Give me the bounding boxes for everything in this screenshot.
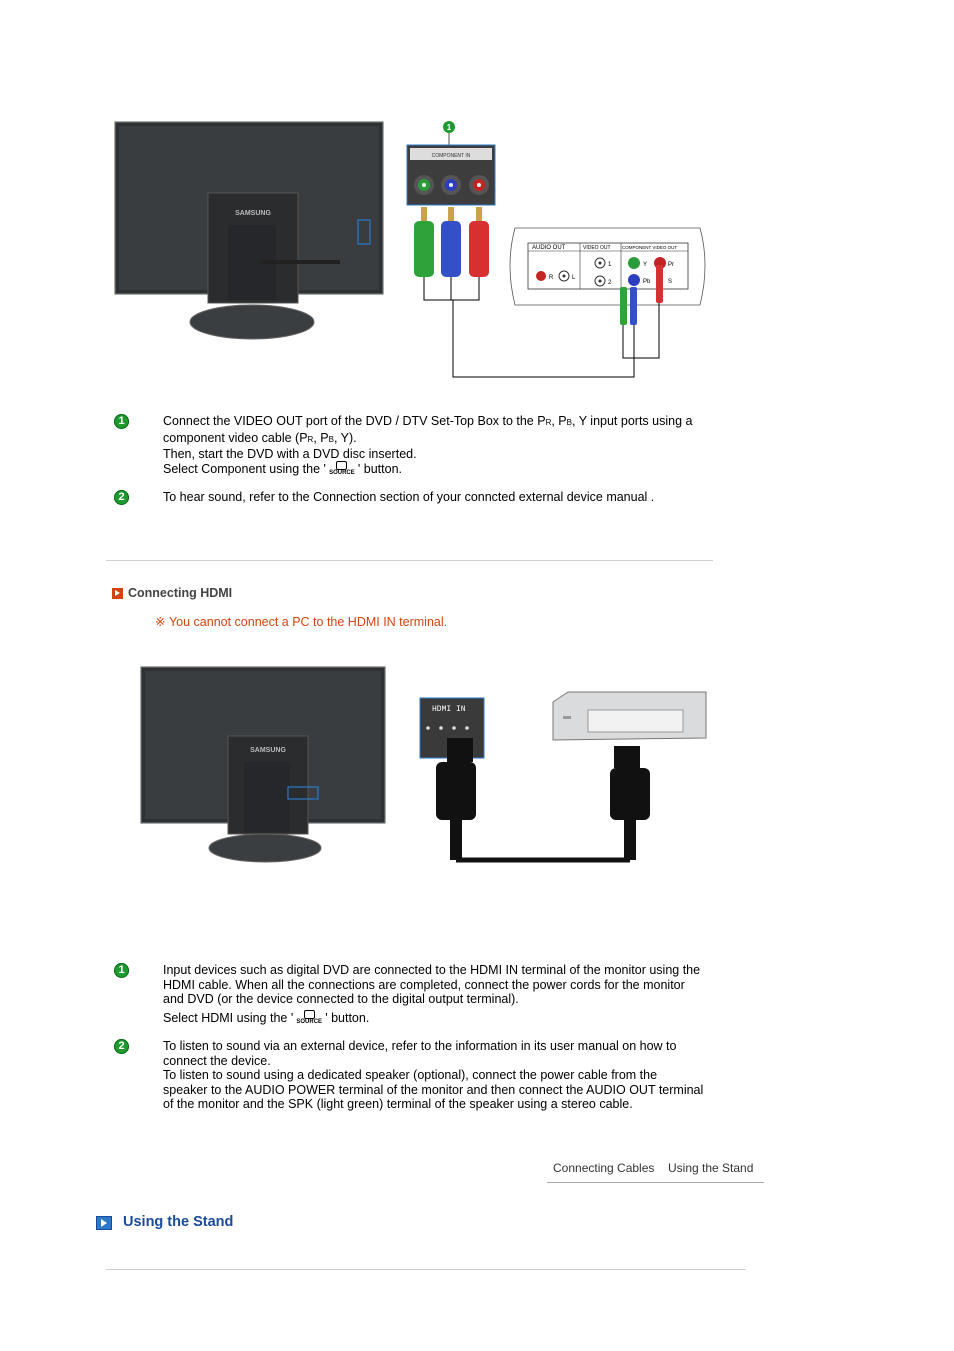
dvd-back-panel — [510, 228, 705, 358]
divider — [106, 560, 713, 561]
step-1-badge: 1 — [114, 414, 129, 429]
monitor-back-image — [141, 667, 385, 862]
hdmi-note: ※ You cannot connect a PC to the HDMI IN terminal. — [155, 615, 448, 629]
component-select-source-text: Select Component using the ' SOURCE ' button. — [163, 462, 402, 476]
dvd-player-image — [553, 692, 706, 740]
svg-text:S: S — [668, 279, 673, 285]
tab-using-the-stand[interactable]: Using the Stand — [668, 1161, 754, 1175]
tab-connecting-cables[interactable]: Connecting Cables — [553, 1161, 655, 1175]
svg-text:1: 1 — [446, 123, 452, 132]
svg-text:SAMSUNG: SAMSUNG — [250, 747, 286, 754]
svg-text:1: 1 — [608, 262, 612, 268]
hdmi-select-source-text: Select HDMI using the ' SOURCE ' button. — [163, 1011, 370, 1025]
hdmi-step-1-text: Input devices such as digital DVD are connected to the HDMI IN terminal of the monitor using the HDMI cable. When all the connections are completed, connect the power cords for the monitor and DVD (or the device connected to the digital output terminal). — [163, 963, 701, 1006]
svg-text:COMPONENT VIDEO OUT: COMPONENT VIDEO OUT — [622, 245, 678, 250]
source-button-icon: SOURCE — [326, 461, 358, 477]
step-2-badge: 2 — [114, 490, 129, 505]
brand-label: SAMSUNG — [235, 210, 271, 217]
component-in-panel — [407, 145, 495, 205]
svg-text:HDMI IN: HDMI IN — [432, 705, 466, 714]
hdmi-cable — [436, 738, 650, 860]
component-connection-diagram — [110, 115, 710, 385]
note-mark-icon: ※ — [155, 615, 166, 629]
monitor-back-image — [115, 122, 383, 339]
svg-text:VIDEO OUT: VIDEO OUT — [583, 245, 611, 251]
svg-text:COMPONENT IN: COMPONENT IN — [431, 153, 471, 159]
svg-text:L: L — [572, 275, 576, 281]
svg-text:AUDIO OUT: AUDIO OUT — [532, 245, 566, 251]
svg-text:Y: Y — [643, 262, 648, 268]
svg-text:Pb: Pb — [643, 279, 651, 285]
divider — [106, 1269, 746, 1270]
svg-text:Pr: Pr — [668, 262, 674, 268]
component-step-1-text: Connect the VIDEO OUT port of the DVD / DTV Set-Top Box to the PR, PB, Y input ports using a component video cable (PR, PB, Y). Then, start the DVD with a DVD disc inserted. — [163, 414, 693, 461]
hdmi-heading: Connecting HDMI — [128, 586, 233, 600]
hdmi-step-2-text: To listen to sound via an external device, refer to the information in its user manual on how to connect the device. To listen to sound using a dedicated speaker (optional), connect the power cable from the speaker to the AUDIO POWER terminal of the monitor and then connect the AUDIO OUT terminal of the monitor and the SPK (light green) terminal of the speaker using a stereo cable. — [163, 1039, 704, 1111]
section-title: Using the Stand — [123, 1214, 234, 1230]
component-step-2-text: To hear sound, refer to the Connection section of your conncted external device manual . — [163, 490, 655, 504]
step-1-badge: 1 — [114, 963, 129, 978]
section-arrow-icon — [96, 1216, 112, 1230]
svg-text:R: R — [549, 275, 554, 281]
source-button-icon: SOURCE — [293, 1010, 325, 1026]
section-arrow-icon — [112, 588, 123, 599]
tabs-underline — [547, 1182, 764, 1183]
step-2-badge: 2 — [114, 1039, 129, 1054]
svg-text:2: 2 — [608, 280, 612, 286]
hdmi-connection-diagram — [138, 640, 718, 885]
